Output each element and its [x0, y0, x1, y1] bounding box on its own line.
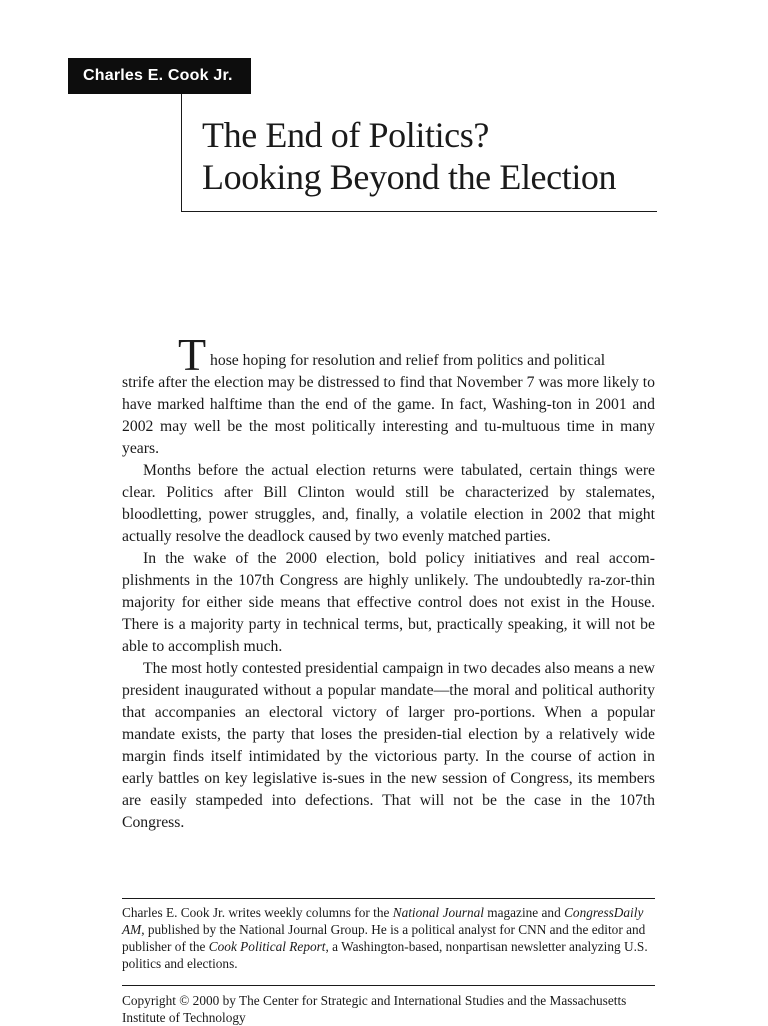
footnote-italic-journal: National Journal [392, 905, 484, 920]
article-title [202, 114, 616, 198]
paragraph-1 [122, 329, 655, 460]
drop-cap: T [178, 329, 207, 380]
author-footnote [122, 904, 655, 972]
paragraph-2: Months before the actual election returns were tabulated, certain things were clear. Politics after Bill Clinton would still be characterized by stalemates, bloodletting, power struggles, and, finally, a volatile election in 2002 that might actually resolve the deadlock caused by two evenly matched parties. [122, 462, 655, 545]
footnote-text: magazine and [483, 905, 565, 920]
title-line-2: Looking Beyond the Election [202, 157, 617, 197]
paragraph-1-rest: strife after the election may be distressed to find that November 7 was more likely to have marked halftime than the end of the game. In fact, Washing-ton in 2001 and 2002 may well be the most politically interesting and tu-multuous time in many years. [122, 374, 655, 457]
paragraph-4: The most hotly contested presidential campaign in two decades also means a new president inaugurated without a popular mandate—the moral and political authority that accompanies an electoral victory of larger pro-portions. When a popular mandate exists, the party that loses the presiden-tial election by a relatively wide margin finds itself intimidated by the victorious party. In the course of action in early battles on key legislative is-sues in the new session of Congress, its members are easily stampeded into defections. That will not be the case in the 107th Congress. [122, 660, 655, 831]
first-line [122, 329, 655, 380]
copyright-notice: Copyright © 2000 by The Center for Strategic and International Studies and the Massachusetts Institute of Technology [122, 993, 627, 1025]
article-body [122, 329, 655, 834]
footnote-rule [122, 898, 655, 899]
footnote-text: , a Washington-based, nonpartisan newsletter analyzing U.S. politics and elections. [122, 939, 648, 971]
footnote-italic-daily: CongressDaily AM [122, 905, 644, 937]
author-label [68, 58, 251, 94]
author-name: Charles E. Cook Jr. [83, 67, 233, 84]
footnote-text: Charles E. Cook Jr. writes weekly columns for the [122, 905, 393, 920]
title-line-1: The End of Politics? [202, 115, 489, 155]
paragraph-3: In the wake of the 2000 election, bold policy initiatives and real accom-plishments in the 107th Congress are highly unlikely. The undoubtedly ra-zor-thin majority for either side means that effective control does not exist in the House. There is a majority party in technical terms, but, practically speaking, it will not be able to accomplish much. [122, 550, 655, 655]
first-line-text: hose hoping for resolution and relief from politics and political [210, 352, 606, 369]
footnote-italic-report: Cook Political Report [208, 939, 326, 954]
copyright-rule [122, 985, 655, 986]
footnote-text: , published by the National Journal Group. He is a political analyst for CNN and the editor and publisher of the [122, 922, 646, 954]
